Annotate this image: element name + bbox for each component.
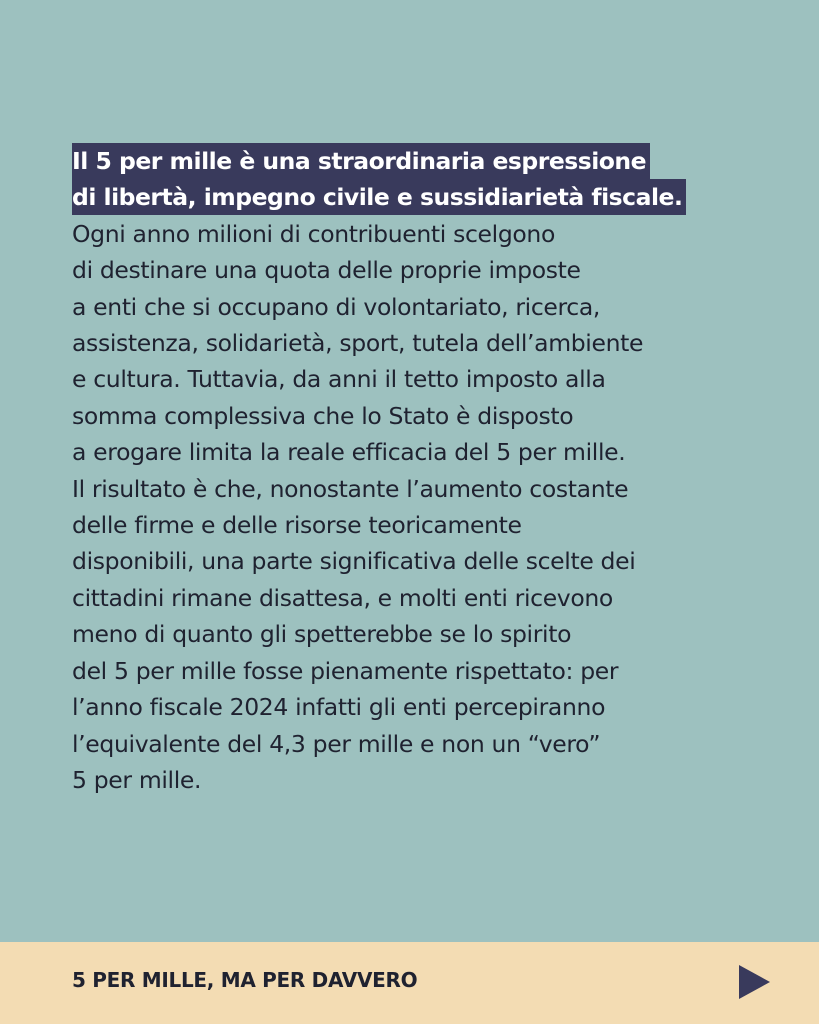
body-line: di destinare una quota delle proprie imposte — [72, 256, 581, 285]
play-arrow-icon — [734, 962, 774, 1002]
body-line: l’anno fiscale 2024 infatti gli enti percepiranno — [72, 693, 606, 722]
body-line: somma complessiva che lo Stato è disposto — [72, 401, 574, 430]
highlight-line-2 — [72, 179, 772, 215]
body-line: del 5 per mille fosse pienamente rispettato: per — [72, 656, 619, 685]
body-line: e cultura. Tuttavia, da anni il tetto imposto alla — [72, 365, 606, 394]
footer-bar — [0, 942, 819, 1024]
body-line: delle firme e delle risorse teoricamente — [72, 511, 522, 540]
body-line: a erogare limita la reale efficacia del 5 per mille. — [72, 438, 626, 467]
body-line: Il risultato è che, nonostante l’aumento costante — [72, 474, 629, 503]
body-line: Ogni anno milioni di contribuenti scelgono — [72, 219, 556, 248]
body-line: cittadini rimane disattesa, e molti enti ricevono — [72, 583, 613, 612]
body-line: a enti che si occupano di volontariato, ricerca, — [72, 292, 601, 321]
body-line: l’equivalente del 4,3 per mille e non un “vero” — [72, 729, 601, 758]
body-line: assistenza, solidarietà, sport, tutela dell’ambiente — [72, 329, 644, 358]
highlight-line-1 — [72, 143, 772, 179]
text-block — [72, 143, 772, 798]
next-slide-button[interactable] — [734, 962, 774, 1002]
highlight-text-2: di libertà, impegno civile e sussidiarietà fiscale. — [72, 179, 686, 215]
body-line: 5 per mille. — [72, 765, 202, 794]
body-line: disponibili, una parte significativa delle scelte dei — [72, 547, 636, 576]
body-line: meno di quanto gli spetterebbe se lo spirito — [72, 620, 572, 649]
footer-title: 5 PER MILLE, MA PER DAVVERO — [72, 968, 418, 992]
highlight-text-1: Il 5 per mille è una straordinaria espressione — [72, 143, 650, 179]
